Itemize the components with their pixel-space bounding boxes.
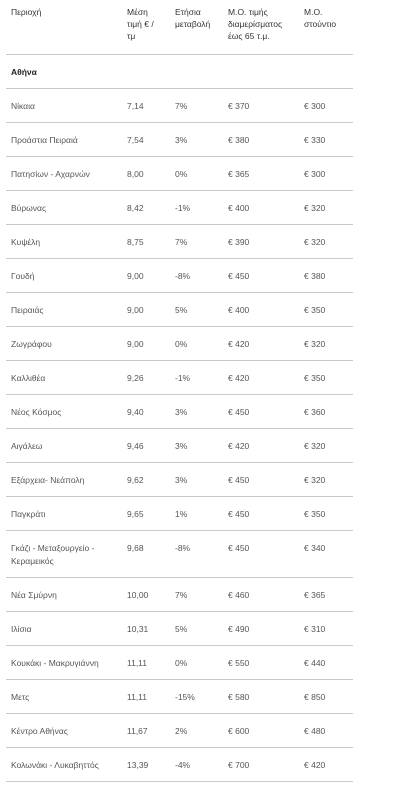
header-change-line: Ετήσια (175, 7, 201, 17)
cell-change: 3% (175, 475, 188, 485)
cell-change: 2% (175, 726, 188, 736)
header-area-label: Περιοχή (11, 7, 42, 17)
table-row (6, 191, 353, 225)
table-row (6, 293, 353, 327)
cell-apartment: € 700 (228, 760, 250, 770)
table-row (6, 463, 353, 497)
cell-studio: € 365 (304, 590, 326, 600)
cell-studio: € 320 (304, 203, 326, 213)
header-price (127, 6, 154, 42)
header-price-line: Μέση (127, 7, 148, 17)
cell-price: 10,31 (127, 624, 149, 634)
cell-area: Παγκράτι (11, 509, 46, 519)
cell-price: 7,14 (127, 101, 144, 111)
table-row (6, 89, 353, 123)
cell-change: 0% (175, 658, 188, 668)
cell-change: 3% (175, 407, 188, 417)
cell-change: 7% (175, 237, 188, 247)
table-row (6, 531, 353, 578)
cell-change: 3% (175, 441, 188, 451)
cell-price: 9,00 (127, 305, 144, 315)
cell-studio: € 320 (304, 339, 326, 349)
cell-price: 9,00 (127, 271, 144, 281)
table-header (6, 0, 353, 55)
cell-price: 11,11 (127, 658, 148, 668)
header-price-line: τμ (127, 31, 136, 41)
cell-area: Μετς (11, 692, 30, 702)
table-body (6, 89, 353, 782)
header-studio-line: Μ.Ο. (304, 7, 323, 17)
cell-apartment: € 580 (228, 692, 250, 702)
header-change-line: μεταβολή (175, 19, 211, 29)
table-row (6, 429, 353, 463)
cell-area: Πατησίων - Αχαρνών (11, 169, 90, 179)
cell-price: 9,00 (127, 339, 144, 349)
cell-price: 7,54 (127, 135, 144, 145)
cell-change: -8% (175, 543, 191, 553)
header-area (11, 6, 121, 18)
cell-price: 11,67 (127, 726, 148, 736)
cell-studio: € 340 (304, 543, 326, 553)
cell-price: 9,68 (127, 543, 144, 553)
table-row (6, 646, 353, 680)
cell-studio: € 350 (304, 509, 326, 519)
cell-price: 9,26 (127, 373, 144, 383)
cell-price: 9,62 (127, 475, 144, 485)
cell-apartment: € 390 (228, 237, 250, 247)
cell-price: 9,65 (127, 509, 144, 519)
cell-apartment: € 450 (228, 407, 250, 417)
cell-change: 5% (175, 624, 188, 634)
cell-apartment: € 420 (228, 339, 250, 349)
cell-apartment: € 450 (228, 509, 250, 519)
cell-area: Κέντρο Αθήνας (11, 726, 68, 736)
section-title: Αθήνα (11, 67, 37, 77)
cell-apartment: € 490 (228, 624, 250, 634)
cell-studio: € 320 (304, 475, 326, 485)
cell-change: 7% (175, 590, 188, 600)
cell-price: 8,42 (127, 203, 144, 213)
cell-price: 13,39 (127, 760, 149, 770)
cell-studio: € 300 (304, 101, 326, 111)
header-change (175, 6, 210, 30)
cell-change: 1% (175, 509, 188, 519)
header-apartment-line: διαμερίσματος (228, 19, 283, 29)
table-row (6, 748, 353, 782)
table-row (6, 259, 353, 293)
cell-studio: € 350 (304, 305, 326, 315)
cell-studio: € 850 (304, 692, 326, 702)
table-row (6, 361, 353, 395)
cell-apartment: € 400 (228, 305, 250, 315)
cell-apartment: € 400 (228, 203, 250, 213)
cell-area: Κουκάκι - Μακρυγιάννη (11, 658, 99, 668)
cell-apartment: € 370 (228, 101, 250, 111)
cell-apartment: € 450 (228, 543, 250, 553)
cell-apartment: € 460 (228, 590, 250, 600)
cell-area: Πειραιάς (11, 305, 44, 315)
cell-studio: € 300 (304, 169, 326, 179)
table-row (6, 327, 353, 361)
cell-price: 8,75 (127, 237, 144, 247)
cell-change: 3% (175, 135, 188, 145)
cell-price: 10,00 (127, 590, 149, 600)
cell-studio: € 480 (304, 726, 326, 736)
table-row (6, 395, 353, 429)
header-apartment-line: έως 65 τ.μ. (228, 31, 270, 41)
cell-apartment: € 420 (228, 373, 250, 383)
cell-studio: € 360 (304, 407, 326, 417)
cell-area: Γουδή (11, 271, 35, 281)
cell-change: -1% (175, 373, 191, 383)
cell-apartment: € 380 (228, 135, 250, 145)
cell-area: Αιγάλεω (11, 441, 43, 451)
cell-price: 8,00 (127, 169, 144, 179)
table-row (6, 714, 353, 748)
cell-change: 0% (175, 169, 188, 179)
cell-studio: € 440 (304, 658, 326, 668)
table-row (6, 612, 353, 646)
cell-apartment: € 420 (228, 441, 250, 451)
rent-prices-table (6, 0, 353, 782)
cell-apartment: € 600 (228, 726, 250, 736)
cell-change: -15% (175, 692, 195, 702)
cell-price: 11,11 (127, 692, 148, 702)
cell-area: Ιλίσια (11, 624, 32, 634)
cell-price: 9,46 (127, 441, 144, 451)
cell-change: -1% (175, 203, 191, 213)
table-row (6, 157, 353, 191)
cell-area: Προάστια Πειραιά (11, 135, 78, 145)
cell-area: Νέος Κόσμος (11, 407, 62, 417)
cell-change: 7% (175, 101, 188, 111)
header-studio (304, 6, 336, 30)
cell-change: 0% (175, 339, 188, 349)
cell-price: 9,40 (127, 407, 144, 417)
table-row (6, 578, 353, 612)
table-row (6, 680, 353, 714)
cell-studio: € 320 (304, 237, 326, 247)
cell-area: Καλλιθέα (11, 373, 46, 383)
header-apartment-line: Μ.Ο. τιμής (228, 7, 268, 17)
section-row (6, 55, 353, 89)
cell-studio: € 320 (304, 441, 326, 451)
table-row (6, 497, 353, 531)
cell-studio: € 420 (304, 760, 326, 770)
cell-change: 5% (175, 305, 188, 315)
cell-area: Κολωνάκι - Λυκαβηττός (11, 760, 99, 770)
cell-apartment: € 550 (228, 658, 250, 668)
table-row (6, 123, 353, 157)
header-apartment (228, 6, 282, 42)
cell-studio: € 310 (304, 624, 326, 634)
cell-area: Βύρωνας (11, 203, 47, 213)
cell-apartment: € 450 (228, 271, 250, 281)
cell-area: Νέα Σμύρνη (11, 590, 57, 600)
cell-area: Γκάζι - Μεταξουργείο - Κεραμεικός (11, 543, 95, 566)
cell-apartment: € 450 (228, 475, 250, 485)
header-studio-line: στούντιο (304, 19, 337, 29)
cell-studio: € 330 (304, 135, 326, 145)
cell-change: -8% (175, 271, 191, 281)
header-price-line: τιμή € / (127, 19, 154, 29)
cell-studio: € 380 (304, 271, 326, 281)
cell-change: -4% (175, 760, 191, 770)
table-row (6, 225, 353, 259)
cell-area: Εξάρχεια- Νεάπολη (11, 475, 85, 485)
cell-area: Νίκαια (11, 101, 35, 111)
cell-area: Κυψέλη (11, 237, 41, 247)
cell-apartment: € 365 (228, 169, 250, 179)
cell-area: Ζωγράφου (11, 339, 52, 349)
cell-studio: € 350 (304, 373, 326, 383)
